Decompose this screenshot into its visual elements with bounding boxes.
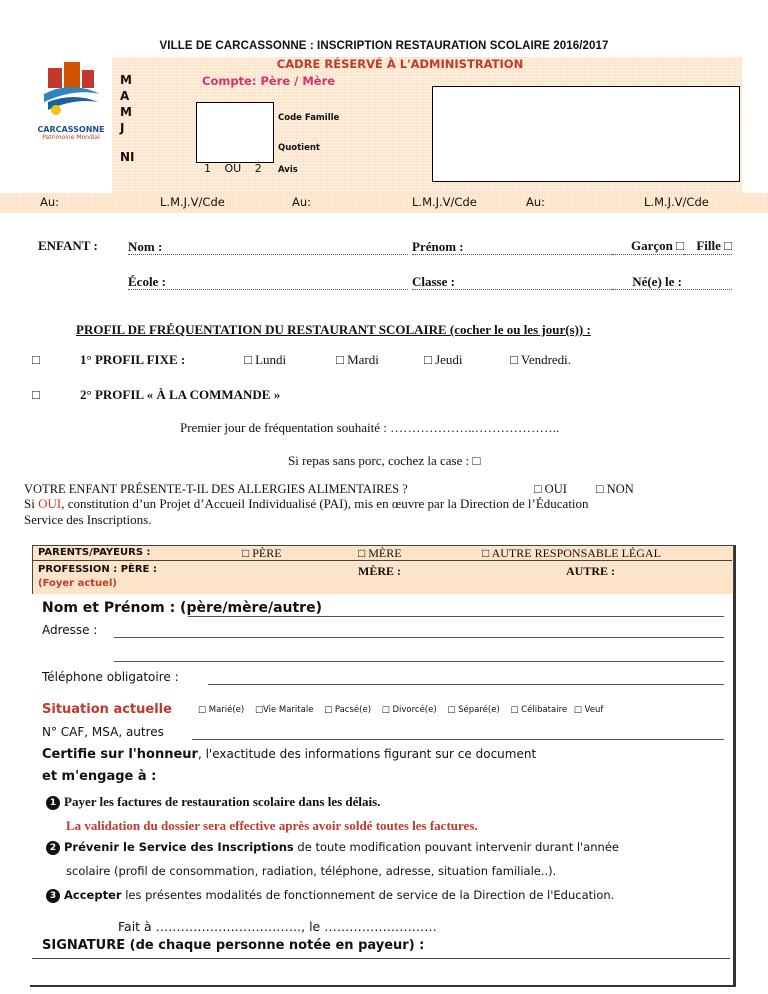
code-famille-label: Code Famille bbox=[278, 113, 340, 123]
situation-label: Situation actuelle bbox=[42, 702, 172, 717]
quotient-label: Quotient bbox=[278, 143, 320, 153]
situation-divorce[interactable]: □ Divorcé(e) bbox=[381, 705, 437, 715]
pai-text: Si OUI, constitution d’un Projet d’Accueil Individualisé (PAI), mis en œuvre par la Direction de l’Éducation Service des Inscriptions. bbox=[24, 496, 589, 527]
profil-commande-label: 2° PROFIL « À LA COMMANDE » bbox=[80, 387, 281, 402]
garcon-checkbox[interactable]: Garçon □ bbox=[612, 238, 684, 255]
profession-label: PROFESSION : PÈRE : bbox=[38, 564, 157, 575]
item-2-line-2: scolaire (profil de consommation, radiation, téléphone, adresse, situation familiale..). bbox=[66, 864, 557, 878]
day-mardi[interactable]: □ Mardi bbox=[336, 352, 379, 367]
fille-checkbox[interactable]: Fille □ bbox=[684, 238, 732, 255]
avis-label: Avis bbox=[278, 165, 298, 175]
telephone-line[interactable] bbox=[208, 684, 724, 685]
adresse-line-2[interactable] bbox=[114, 661, 724, 662]
item-3: 3 Accepter les présentes modalités de fonctionnement de service de la Direction de l'Education. bbox=[46, 888, 614, 903]
situation-marie[interactable]: □ Marié(e) bbox=[198, 705, 245, 715]
number-two-icon: 2 bbox=[46, 841, 60, 855]
situation-pacse[interactable]: □ Pacsé(e) bbox=[324, 705, 372, 715]
autre-profession-label: AUTRE : bbox=[566, 564, 616, 578]
prenom-field[interactable] bbox=[412, 238, 612, 255]
caf-line[interactable] bbox=[192, 739, 724, 740]
days-label-1: L.M.J.V/Cde bbox=[160, 195, 225, 209]
admin-notes-box[interactable] bbox=[432, 86, 740, 182]
days-label-3: L.M.J.V/Cde bbox=[644, 195, 709, 209]
foyer-label: (Foyer actuel) bbox=[38, 578, 117, 589]
nom-prenom-label: Nom et Prénom : (père/mère/autre) bbox=[42, 600, 322, 616]
telephone-label: Téléphone obligatoire : bbox=[42, 670, 179, 684]
pere-checkbox[interactable]: □ PÈRE bbox=[242, 546, 282, 560]
quotient-box[interactable] bbox=[196, 134, 274, 163]
ne-le-field[interactable] bbox=[612, 273, 732, 290]
number-one-icon: 1 bbox=[46, 796, 60, 810]
situation-options bbox=[198, 705, 603, 715]
parents-divider bbox=[32, 560, 732, 561]
validation-note: La validation du dossier sera effective après avoir soldé toutes les factures. bbox=[66, 818, 478, 833]
au-label-2: Au: bbox=[292, 195, 312, 209]
castle-logo-icon bbox=[34, 58, 108, 120]
day-jeudi[interactable]: □ Jeudi bbox=[424, 352, 463, 367]
adresse-line-1[interactable] bbox=[114, 637, 724, 638]
code-famille-box[interactable] bbox=[196, 102, 274, 136]
logo-subtext: Patrimoine Mondial bbox=[42, 134, 100, 141]
document-title: VILLE DE CARCASSONNE : INSCRIPTION RESTAURATION SCOLAIRE 2016/2017 bbox=[159, 40, 609, 52]
admin-title: CADRE RÉSERVÉ À L'ADMINISTRATION bbox=[276, 57, 524, 71]
one-or-two: 1 OU 2 bbox=[204, 162, 262, 175]
ni-label: NI bbox=[120, 150, 135, 164]
number-three-icon: 3 bbox=[46, 889, 60, 903]
item-1: 1 Payer les factures de restauration scolaire dans les délais. bbox=[46, 794, 380, 810]
allergies-oui[interactable]: □ OUI bbox=[534, 482, 567, 496]
ecole-field[interactable] bbox=[128, 273, 408, 290]
day-lundi[interactable]: □ Lundi bbox=[244, 352, 287, 367]
profil-fixe-checkbox[interactable]: □ bbox=[32, 352, 40, 367]
signature-label: SIGNATURE (de chaque personne notée en payeur) : bbox=[42, 938, 425, 953]
profil-fixe-label: 1° PROFIL FIXE : bbox=[80, 352, 186, 367]
engage-label: et m'engage à : bbox=[42, 769, 157, 784]
allergies-question: VOTRE ENFANT PRÉSENTE-T-IL DES ALLERGIES ALIMENTAIRES ? bbox=[24, 482, 408, 496]
situation-vie-maritale[interactable]: □Vie Maritale bbox=[254, 705, 314, 715]
allergies-non[interactable]: □ NON bbox=[596, 482, 634, 496]
fait-a-field[interactable]: Fait à ……………….……………., le ……………………… bbox=[118, 919, 437, 934]
item-2: 2 Prévenir le Service des Inscriptions de toute modification pouvant intervenir durant l'année bbox=[46, 840, 619, 855]
prenom-label: Prénom : bbox=[412, 239, 464, 254]
nom-field[interactable] bbox=[128, 238, 408, 255]
autre-resp-checkbox[interactable]: □ AUTRE RESPONSABLE LÉGAL bbox=[482, 546, 661, 560]
day-vendredi[interactable]: □ Vendredi. bbox=[510, 352, 572, 367]
nom-prenom-line[interactable] bbox=[188, 616, 724, 617]
mamj-letters: M A M J bbox=[120, 73, 132, 135]
caf-label: N° CAF, MSA, autres bbox=[42, 725, 164, 739]
mere-checkbox[interactable]: □ MÈRE bbox=[358, 546, 402, 560]
logo-text: CARCASSONNE bbox=[37, 125, 105, 134]
compte-label: Compte: Père / Mère bbox=[202, 74, 336, 88]
carcassonne-logo bbox=[34, 58, 108, 141]
mere-profession-label: MÈRE : bbox=[358, 564, 401, 578]
premier-jour-field[interactable]: Premier jour de fréquentation souhaité : ………………..……………….. bbox=[180, 420, 560, 435]
certifie-text: Certifie sur l'honneur, l'exactitude des informations figurant sur ce document bbox=[42, 747, 537, 762]
situation-separe[interactable]: □ Séparé(e) bbox=[447, 705, 500, 715]
classe-field[interactable] bbox=[412, 273, 612, 290]
au-label-3: Au: bbox=[526, 195, 546, 209]
situation-veuf[interactable]: □ Veuf bbox=[573, 705, 604, 715]
au-label-1: Au: bbox=[40, 195, 60, 209]
sans-porc-checkbox[interactable]: Si repas sans porc, cochez la case : □ bbox=[288, 453, 481, 468]
enfant-label: ENFANT : bbox=[38, 238, 98, 253]
days-label-2: L.M.J.V/Cde bbox=[412, 195, 477, 209]
signature-line bbox=[32, 958, 730, 959]
ne-le-label: Né(e) le : bbox=[632, 274, 682, 289]
parents-label: PARENTS/PAYEURS : bbox=[38, 547, 151, 558]
adresse-label: Adresse : bbox=[42, 623, 98, 637]
profil-commande-checkbox[interactable]: □ bbox=[32, 387, 40, 402]
nom-label: Nom : bbox=[128, 239, 163, 254]
classe-label: Classe : bbox=[412, 274, 455, 289]
situation-celibataire[interactable]: □ Célibataire bbox=[510, 705, 568, 715]
profil-heading: PROFIL DE FRÉQUENTATION DU RESTAURANT SCOLAIRE (cocher le ou les jour(s)) : bbox=[76, 322, 591, 337]
ecole-label: École : bbox=[128, 274, 166, 289]
